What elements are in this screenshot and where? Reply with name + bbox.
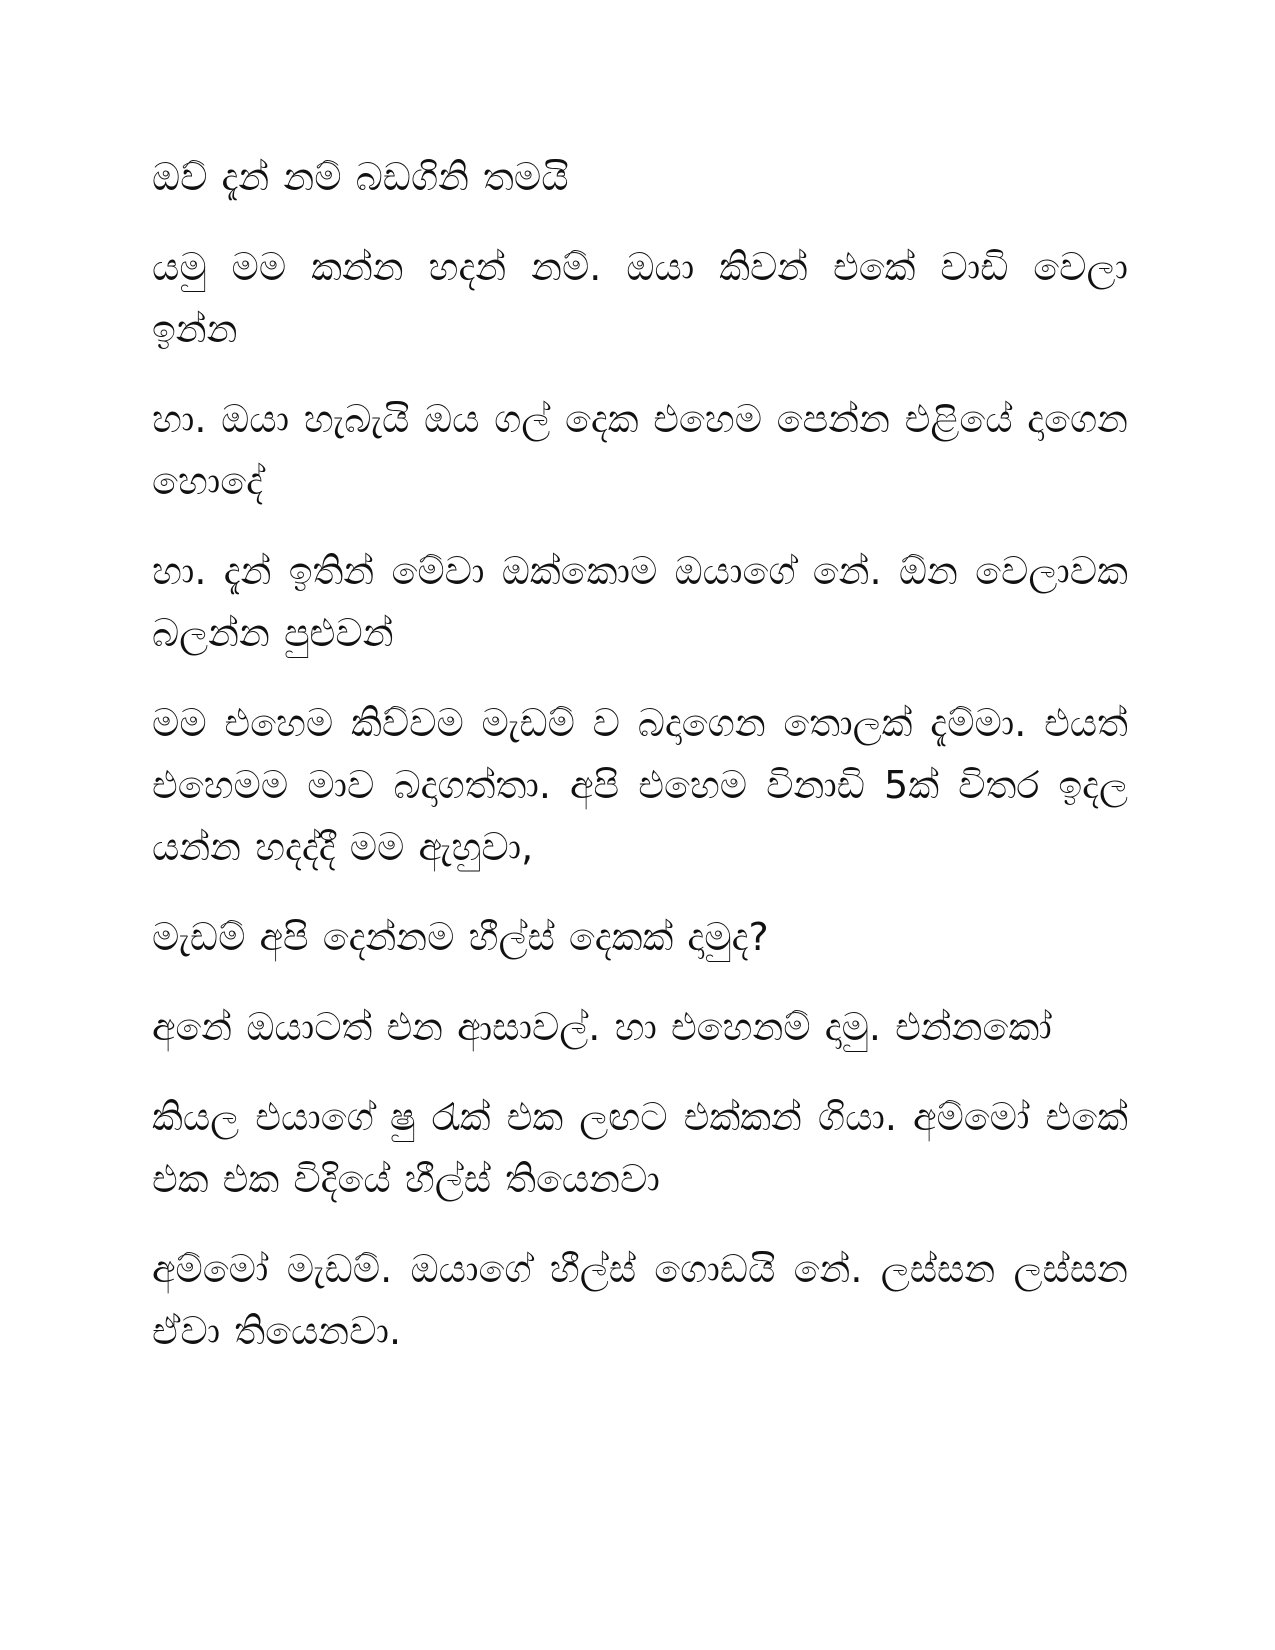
paragraph-8: කියල එයාගේ ෂු රැක් එක ලඟට එක්කන් ගියා. අම්මෝ එකේ එක එක විදියේ හීල්ස් තියෙනවා: [152, 1095, 1128, 1201]
paragraph-4: හා. දැන් ඉතින් මේවා ඔක්කොම ඔයාගේ නේ. ඕන වෙලාවක බලන්න පුළුවන්: [152, 549, 1128, 655]
paragraph-1: ඔව් දැන් නම් බඩගිනි තමයි: [152, 155, 569, 199]
paragraph-5: මම එහෙම කිව්වම මැඩම් ව බදාගෙන තොලක් දැම්මා. එයත් එහෙමම මාව බදාගත්තා. අපි එහෙම විනාඩි 5ක් විතර ඉදල යන්න හදද්දී මම ඇහුවා,: [152, 701, 1128, 869]
document-body: [152, 146, 1128, 1390]
paragraph-7: අනේ ඔයාටත් එන ආසාවල්. හා එහෙනම් දාමු. එන්නකෝ: [152, 1005, 1052, 1049]
paragraph-3: හා. ඔයා හැබැයි ඔය ගල් දෙක එහෙම පෙන්න එළියේ දාගෙන හොදේ: [152, 397, 1128, 503]
paragraph-9: අම්මෝ මැඩම්. ඔයාගේ හීල්ස් ගොඩයි නේ. ලස්සන ලස්සන ඒවා තියෙනවා.: [152, 1247, 1128, 1353]
paragraph-2: යමු මම කන්න හදන් නම්. ඔයා කිවන් එකේ වාඩි වෙලා ඉන්න: [152, 245, 1128, 351]
paragraph-6: මැඩම් අපි දෙන්නම හීල්ස් දෙකක් දාමුද?: [152, 915, 769, 959]
